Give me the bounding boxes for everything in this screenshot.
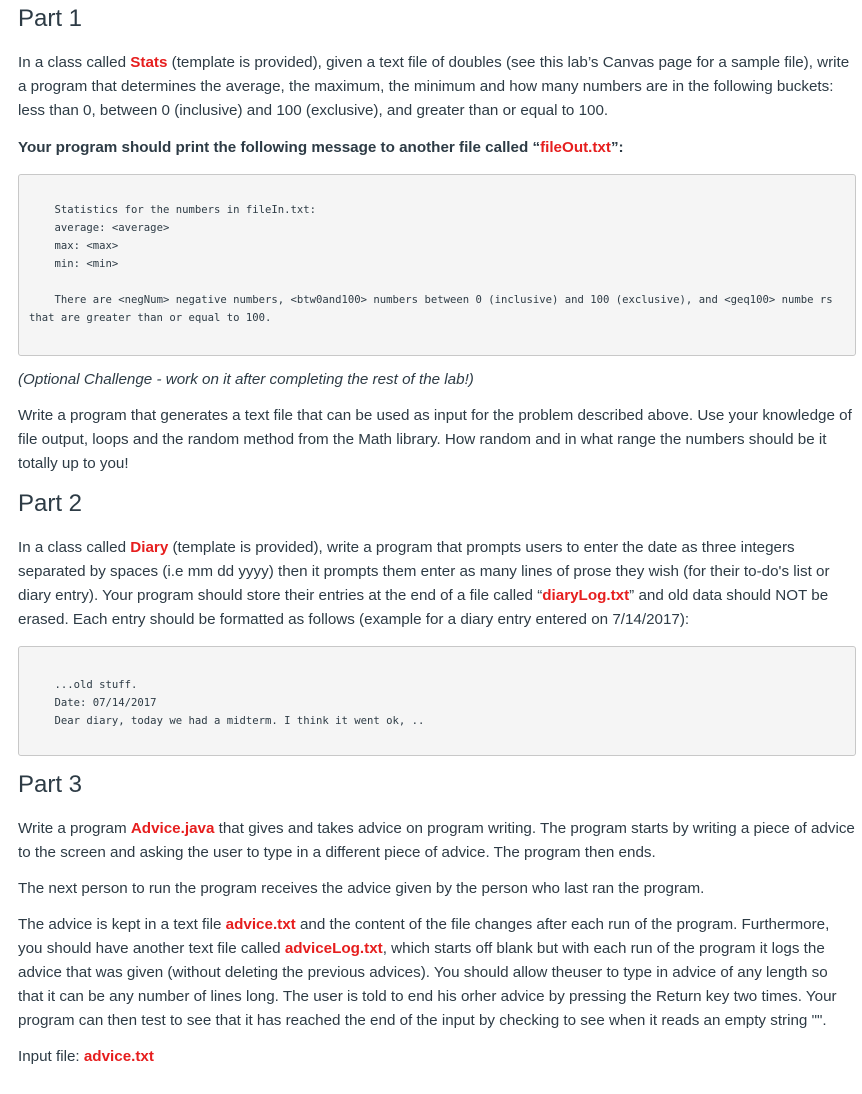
code-line: max: <max> — [29, 240, 119, 252]
part3-heading: Part 3 — [18, 771, 83, 798]
part2-code-block — [18, 646, 856, 756]
part3-para2: The next person to run the program receives the advice given by the person who last ran the program. — [18, 880, 705, 897]
part1-heading: Part 1 — [18, 5, 83, 32]
diary-class-name: Diary — [130, 539, 169, 556]
code-line: Date: 07/14/2017 — [29, 697, 157, 709]
advicelog-filename: adviceLog.txt — [284, 940, 383, 957]
part3-para3: The advice is kept in a text file advice.txt and the content of the file changes after each run of the program. Furthermore, you should have another text file called adviceLog.txt, which starts off blank but with each run of the program it logs the advice that was given (without deleting the previous advices). You should allow theuser to type in advice of any length so that it can be any number of lines long. The user is told to end his orher advice by pressing the Return key two times. Your program can then test to see that it has reached the end of the input by checking to see when it reads an empty string "". — [18, 916, 837, 1029]
code-line: average: <average> — [29, 222, 170, 234]
code-line: Dear diary, today we had a midterm. I think it went ok, .. — [29, 715, 425, 727]
part2-heading: Part 2 — [18, 490, 83, 517]
code-line: Statistics for the numbers in fileIn.txt: — [29, 204, 317, 216]
input-file-line — [18, 1045, 856, 1069]
part1-intro: In a class called Stats (template is provided), given a text file of doubles (see this lab’s Canvas page for a sample file), write a program that determines the average, the maximum, the minimum and how many numbers are in the following buckets: less than 0, between 0 (inclusive) and 100 (exclusive), and greater than or equal to 100. — [18, 54, 850, 119]
optional-challenge-note: (Optional Challenge - work on it after completing the rest of the lab!) — [18, 371, 474, 388]
diarylog-filename: diaryLog.txt — [542, 587, 630, 604]
part3-para1: Write a program Advice.java that gives and takes advice on program writing. The program starts by writing a piece of advice to the screen and asking the user to type in a different piece of advice. The program then ends. — [18, 820, 855, 861]
part1-instruction: Your program should print the following message to another file called “fileOut.txt”: — [18, 139, 624, 156]
code-line: There are <negNum> negative numbers, <btw0and100> numbers between 0 (inclusive) and 100 (exclusive), and <geq100> numbe rs that are greater than or equal to 100. — [29, 294, 840, 324]
code-line: min: <min> — [29, 258, 119, 270]
stats-class-name: Stats — [130, 54, 168, 71]
input-filename: advice.txt — [83, 1048, 154, 1065]
advice-java-filename: Advice.java — [130, 820, 215, 837]
part1-code-block — [18, 174, 856, 356]
part2-text: In a class called Diary (template is provided), write a program that prompts users to enter the date as three integers separated by spaces (i.e mm dd yyyy) then it prompts them enter as many lines of prose they wish (for their to-do's list or diary entry). Your program should store their entries at the end of a file called “diaryLog.txt” and old data should NOT be erased. Each entry should be formatted as follows (example for a diary entry entered on 7/14/2017): — [18, 539, 830, 628]
input-file-label: Input file: — [18, 1048, 84, 1065]
optional-challenge-text: Write a program that generates a text file that can be used as input for the problem described above. Use your knowledge of file output, loops and the random method from the Math library. How random and in what range the numbers should be it totally up to you! — [18, 407, 852, 472]
advice-txt-filename: advice.txt — [225, 916, 296, 933]
fileout-filename: fileOut.txt — [540, 139, 611, 156]
assignment-document — [18, 0, 856, 1069]
code-line: ...old stuff. — [29, 679, 138, 691]
